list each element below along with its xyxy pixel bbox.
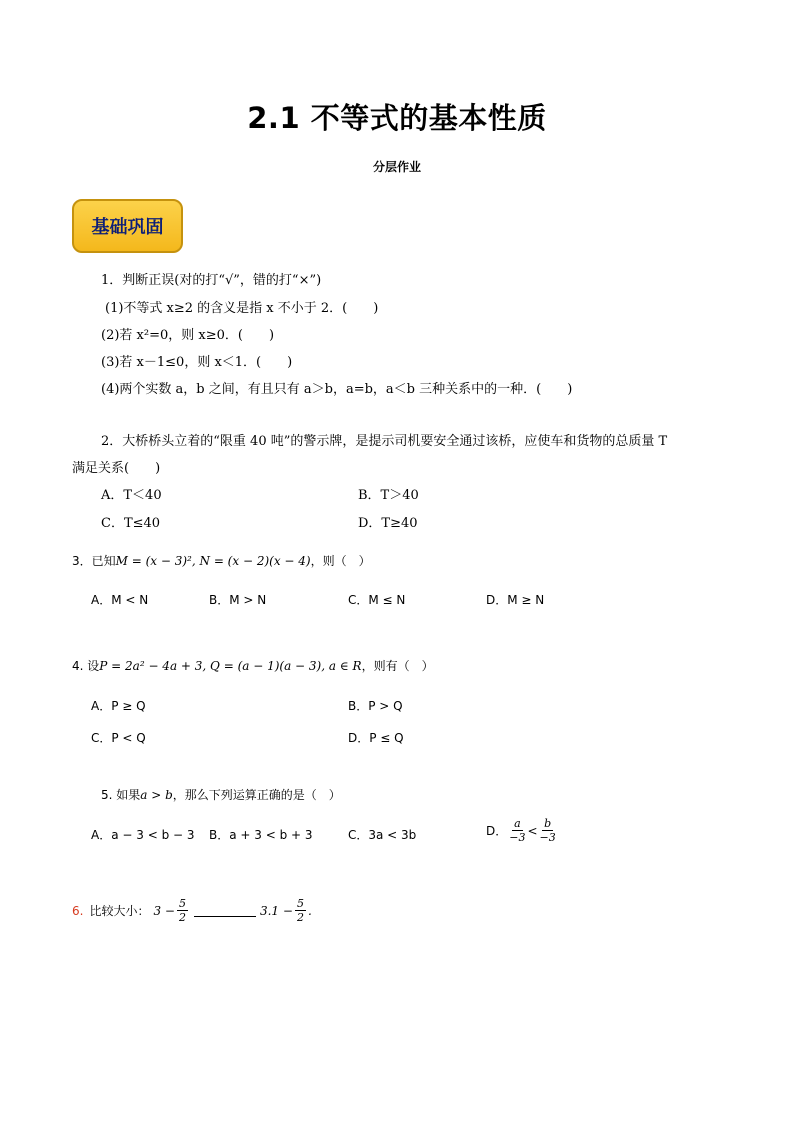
- q4-option-b: B．P > Q: [348, 699, 403, 713]
- q6-end: .: [307, 903, 312, 918]
- q6-right-int: 3.1 −: [259, 903, 293, 918]
- q6-right-num: 5: [296, 897, 304, 910]
- q1-item-4: (4)两个实数 a，b 之间，有且只有 a＞b，a=b，a＜b 三种关系中的一种．( ): [101, 382, 573, 397]
- q2-option-c: C．T≤40: [101, 516, 161, 531]
- q4-option-d: D．P ≤ Q: [348, 731, 404, 745]
- q2-stem-line1: 2．大桥桥头立着的“限重 40 吨”的警示牌，是提示司机要安全通过该桥，应使车和货物的总质量 T: [101, 434, 668, 449]
- q5-option-d-num-2: b: [544, 817, 552, 830]
- q6-answer-blank: [194, 905, 256, 917]
- q5-option-d-den-2: −3: [539, 831, 556, 844]
- q4-option-a: A．P ≥ Q: [91, 699, 146, 713]
- q5-stem: [101, 786, 341, 805]
- q3-stem: [72, 552, 371, 571]
- q2-option-a: A．T＜40: [101, 488, 162, 503]
- q3-prefix: 3．已知: [72, 554, 116, 568]
- q6-right-fraction: [295, 898, 306, 923]
- q3-option-c: C．M ≤ N: [348, 593, 406, 607]
- q1-stem: 1．判断正误(对的打“√”，错的打“×”): [101, 273, 322, 288]
- page-title: 2.1 不等式的基本性质: [247, 101, 547, 135]
- q5-option-d: [486, 818, 558, 843]
- q4-stem: [72, 657, 434, 676]
- q4-expression: P = 2a² − 4a + 3, Q = (a − 1)(a − 3), a ∈ R: [99, 659, 362, 673]
- q3-option-d: D．M ≥ N: [486, 593, 545, 607]
- q3-option-b: B．M > N: [209, 593, 267, 607]
- q6-number: 6.: [72, 903, 84, 918]
- q5-option-a: A．a − 3 < b − 3: [91, 828, 195, 842]
- q5-suffix: ，那么下列运算正确的是（ ）: [172, 788, 341, 802]
- q5-prefix: 5. 如果: [101, 788, 141, 802]
- q5-condition: a > b: [140, 788, 173, 802]
- q4-prefix: 4. 设: [72, 659, 100, 673]
- q6-left-fraction: [177, 898, 188, 923]
- section-badge: 基础巩固: [72, 199, 183, 253]
- q5-option-c: C．3a < 3b: [348, 828, 417, 842]
- q5-option-d-fraction-1: [509, 818, 525, 843]
- q3-suffix: ，则（ ）: [310, 554, 371, 568]
- q2-option-d: D．T≥40: [358, 516, 418, 531]
- q6-left-num: 5: [178, 897, 186, 910]
- q4-suffix: ，则有（ ）: [361, 659, 434, 673]
- q6-stem: [72, 898, 312, 923]
- q1-item-2: (2)若 x²=0，则 x≥0．( ): [101, 328, 275, 343]
- q2-option-b: B．T＞40: [358, 488, 419, 503]
- q4-option-c: C．P < Q: [91, 731, 146, 745]
- q6-label: 比较大小：: [89, 903, 150, 918]
- q6-left-den: 2: [178, 911, 186, 924]
- q5-option-d-label: D．: [486, 824, 508, 838]
- q5-option-d-num-1: a: [514, 817, 521, 830]
- q5-option-d-fraction-2: [540, 818, 556, 843]
- q3-option-a: A．M < N: [91, 593, 149, 607]
- q1-item-3: (3)若 x－1≤0，则 x＜1．( ): [101, 355, 293, 370]
- q1-item-1: (1)不等式 x≥2 的含义是指 x 不小于 2．( ): [105, 301, 379, 316]
- q6-right-den: 2: [296, 911, 304, 924]
- q5-option-b: B．a + 3 < b + 3: [209, 828, 313, 842]
- q5-option-d-operator: <: [527, 823, 538, 838]
- page-subtitle: 分层作业: [372, 160, 421, 174]
- q5-option-d-den-1: −3: [509, 831, 526, 844]
- q2-stem-line2: 满足关系( ): [72, 461, 161, 476]
- q3-expression: M = (x − 3)², N = (x − 2)(x − 4): [115, 554, 311, 568]
- q6-left-int: 3 −: [153, 903, 175, 918]
